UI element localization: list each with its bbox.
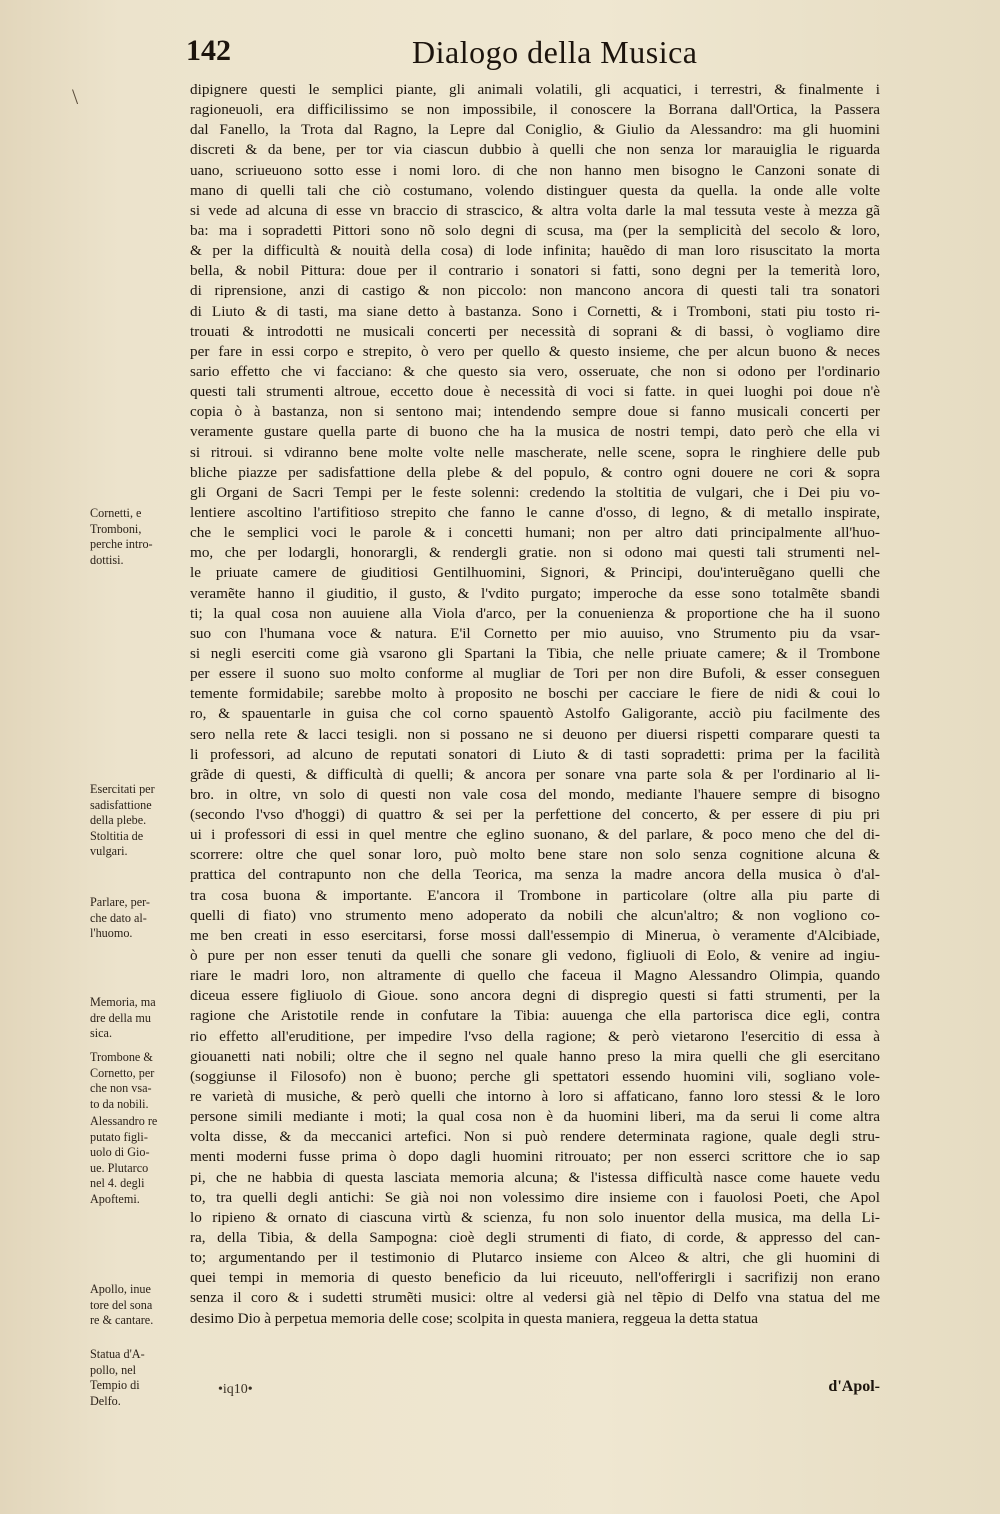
text-line: di Liuto & di tasti, ma siane detto à bastanza. Sono i Cornetti, & i Tromboni, stati piu tosto ri-	[190, 302, 880, 320]
text-line: gli Organi de Sacri Tempi per le feste solenni: credendo la stoltitia de vulgari, che i Dei piu vo-	[190, 483, 880, 501]
margin-note-alessandro	[90, 1114, 182, 1207]
text-line: bella, & nobil Pittura: doue per il contrario i sonatori si fatti, sono degni per la temerità loro,	[190, 262, 880, 280]
text-line: sario effetto che vi facciano: & che questo sia vero, osseruate, che non si odono per l'ordinario	[190, 362, 880, 380]
margin-note-line: to da nobili.	[90, 1096, 149, 1111]
text-line: rio effetto all'eruditione, per impedire l'vso della ragione; & però vietarono l'esercitio di essa à	[190, 1027, 880, 1045]
margin-note-line: dottisi.	[90, 552, 124, 567]
text-line: (soggiunse il Filosofo) non è buono; perche gli spettatori essendo huomini vili, sogliano vole-	[190, 1067, 880, 1085]
margin-note-line: dre della mu	[90, 1010, 151, 1025]
margin-note-line: uolo di Gio-	[90, 1145, 150, 1159]
margin-note-line: Cornetto, per	[90, 1065, 155, 1080]
catchword: d'Apol-	[828, 1378, 880, 1395]
text-line: lentiere ascoltino l'artifitioso strepito che fanno le canne d'osso, di legno, & di metallo inspirate,	[190, 503, 880, 521]
main-text-column	[190, 80, 880, 1329]
text-line: desimo Dio à perpetua memoria delle cose; scolpita in questa maniera, reggeua la detta statua	[190, 1309, 759, 1327]
text-line: li professori, ad alcuno de reputati sonatori di Liuto & di tasti sopradetti: prima per la facilità	[190, 745, 880, 763]
margin-note-line: Stoltitia de	[90, 828, 144, 843]
text-line: questi tali strumenti altroue, eccetto doue è necessità di voci si fatte. in quei luoghi poi doue n'è	[190, 383, 880, 401]
text-line: si vede ad alcuna di esse vn braccio di strascico, & altra volta darle la mal tessuta veste à mezza gã	[190, 201, 880, 219]
margin-note-statua	[90, 1347, 182, 1409]
text-line: quelli di fiato) vno strumento meno adoperato da nobili che alcun'altro; & non vogliono co-	[190, 906, 880, 924]
margin-note-memoria	[90, 995, 182, 1042]
text-line: ra, della Tibia, & della Sampogna: cioè degli strumenti di fiato, di corde, & appresso del can-	[190, 1229, 880, 1247]
text-line: me ben creati in esso esercitarsi, forse mossi dall'essempio di Minerua, ò veramente d'Alcibiade,	[190, 926, 880, 944]
margin-note-line: Tromboni,	[90, 521, 142, 536]
text-line: ro, & spauentarle in guisa che col corno spauentò Astolfo Galigorante, acciò piu facilmente des	[190, 705, 880, 723]
text-line: grãde di questi, & difficultà di quelli; & ancora per sonare vna parte sola & per l'ordinario al li-	[190, 765, 880, 783]
margin-note-line: tore del sona	[90, 1297, 153, 1312]
page-header	[0, 34, 1000, 78]
margin-note-line: Apoftemi.	[90, 1191, 140, 1206]
text-line: menti moderni fusse prima ò dopo dagli huomini ritrouato; per non esserci scrittore che io sap	[190, 1148, 880, 1166]
text-line: si negli eserciti come già vsarono gli Spartani la Tibia, che nelle priuate camere; & il Trombone	[190, 644, 880, 662]
text-line: ragione che Aristotile rende in confutare la Tibia: auuenga che ella partorisca dice egli, contra	[190, 1007, 880, 1025]
text-line: volta disse, & da meccanici artefici. Non si può rendere determinata ragione, quale degli stru-	[190, 1128, 880, 1146]
text-line: veramente gustare quella parte di buono che ha la musica de nostri tempi, dato però che ella vi	[190, 423, 880, 441]
text-line: uano, scriueuono sotto esse i nomi loro. di che non hanno men bisogno le Canzoni sonate di	[190, 161, 880, 179]
text-line: pi, che ne habbia di questa lasciata memoria alcuna; & l'istessa difficultà nasce come hauete vedu	[190, 1168, 880, 1186]
margin-note-line: re & cantare.	[90, 1313, 154, 1327]
text-line: ragioneuoli, era difficilissimo se non impossibile, il conoscere la Borrana dall'Ortica, la Passera	[190, 101, 880, 119]
running-title: Dialogo della Musica	[412, 34, 698, 70]
text-line: & per la difficultà & nouità della cosa) di lode infinita; hauẽdo di man loro risuscitato la morta	[190, 242, 880, 260]
margin-note-cornetti	[90, 506, 182, 568]
text-line: ti; la qual cosa non auuiene alla Viola d'arco, per la conuenienza & proportione che ha il suono	[190, 604, 880, 622]
text-line: dal Fanello, la Trota dal Ragno, la Lepre dal Coniglio, & Giulio da Alessandro: ma gli huomini	[190, 121, 880, 139]
margin-note-line: vulgari.	[90, 844, 128, 858]
text-line: giouanetti nati nobili; oltre che il segno nel quale hanno preso la mira quelli che gli esercitano	[190, 1047, 880, 1065]
text-line: veramẽte hanno il giuditio, il gusto, & l'vdito purgato; imperoche da esse sono totalmẽte sbandi	[190, 584, 880, 602]
margin-note-apollo	[90, 1282, 182, 1329]
text-line: to; argumentando per il testimonio di Plutarco insieme con Alceo & altri, che gli huomini di	[190, 1249, 880, 1267]
margin-note-line: della plebe.	[90, 813, 147, 827]
margin-note-line: nel 4. degli	[90, 1176, 145, 1190]
margin-note-line: sadisfattione	[90, 797, 152, 812]
margin-note-parlare	[90, 895, 182, 942]
text-line: (secondo l'vso d'hoggi) di quattro & sei per la perfettione del concerto, & per essere di piu pri	[190, 806, 880, 824]
text-line: temente formidabile; sarebbe molto à proposito ne boschi per cacciare le fiere de nidi & coui lo	[190, 685, 880, 703]
text-line: diceua essere figliuolo di Gioue. sono ancora degni di dispregio questi si fatti strumenti, per la	[190, 987, 880, 1005]
text-line: le priuate camere de giuditiosi Gentilhuomini, Signori, & Principi, dou'interuẽgano quelli che	[190, 564, 880, 582]
margin-note-line: Parlare, per-	[90, 895, 150, 909]
margin-note-line: Apollo, inue	[90, 1282, 151, 1296]
text-line: senza il coro & i sudetti strumẽti musici: oltre al vedersi già nel tẽpio di Delfo vna statua del me	[190, 1289, 880, 1307]
text-line: discreti & da bene, per tor via ciascun dubbio à quelli che non senza lor marauiglia le riguarda	[190, 141, 880, 159]
text-line: copia ò à bastanza, non si sentono mai; intendendo sempre doue si fanno musicali concerti per	[190, 403, 880, 421]
margin-note-line: Statua d'A-	[90, 1347, 145, 1361]
text-line: re varietà di musiche, & però quelli che intorno à loro si affaticano, fanno loro stessi & le loro	[190, 1088, 880, 1106]
margin-note-line: l'huomo.	[90, 926, 133, 940]
margin-note-line: ue. Plutarco	[90, 1160, 149, 1175]
margin-note-line: Cornetti, e	[90, 506, 142, 520]
text-line: quei tempi in memoria di questo beneficio da lui riceuuto, nell'offerirgli i sacrifizij non erano	[190, 1269, 880, 1287]
margin-note-line: che non vsa-	[90, 1081, 152, 1095]
text-line: tra cosa buona & importante. E'ancora il Trombone in particolare (oltre alla piu parte di	[190, 886, 880, 904]
text-line: to, tra quelli degli antichi: Se già noi non volessimo dire insieme con i fauolosi Poeti, che Apol	[190, 1188, 880, 1206]
margin-note-line: Esercitati per	[90, 782, 155, 796]
margin-note-line: perche intro-	[90, 537, 153, 551]
page-number: 142	[186, 34, 231, 67]
margin-note-line: che dato al-	[90, 910, 147, 925]
text-line: prattica del contrapunto non che della Teorica, ma senza la madre ancora della musica ò d'al-	[190, 866, 880, 884]
text-line: bliche piazze per sadisfattione della plebe & del populo, & contro ogni douere ne cori & sopra	[190, 463, 880, 481]
text-line: persone simili mediante i moti; la qual cosa non è da huomini liberi, ma da serui li come altra	[190, 1108, 880, 1126]
text-line: si ritroui. si vdiranno bene molte volte nelle mascherate, nelle scene, sopra le ringhiere delle pub	[190, 443, 880, 461]
text-line: ò pure per non esser tenuti da quelli che sonare gli vedono, figliuoli di Eolo, & venire ad ingiu-	[190, 947, 880, 965]
margin-note-line: Trombone &	[90, 1050, 153, 1064]
margin-note-line: pollo, nel	[90, 1362, 137, 1377]
text-line: suo con l'humana voce & natura. E'il Cornetto per mio auuiso, vno Strumento piu da vsar-	[190, 624, 880, 642]
text-line: che le semplici voci le parole & i concetti humani; non per altro dati principalmente all'huo-	[190, 524, 880, 542]
text-line: dipignere questi le semplici piante, gli animali volatili, gli acquatici, i terrestri, & finalmente i	[190, 81, 880, 98]
margin-note-line: Alessandro re	[90, 1114, 158, 1128]
text-line: mo, che per lodargli, honorargli, & rendergli gratie. non si odono mai questi tali strumenti nel-	[190, 544, 880, 562]
text-line: ui i professori di essi in quel mentre che eglino suonano, & del parlare, & poco meno che del di-	[190, 826, 880, 844]
stray-ink-mark: \	[72, 84, 79, 109]
text-line: sero nella rete & lacci tesigli. non si possano ne si deuono per diuersi rispetti comparare questi ta	[190, 725, 880, 743]
margin-note-trombone	[90, 1050, 182, 1112]
text-line: bro. in oltre, vn solo di questi non vale cosa del mondo, mediante l'hauere sempre di bisogno	[190, 785, 880, 803]
text-line: ba: ma i sopradetti Pittori sono nõ solo degni di scusa, ma (per la semplicità del secolo & loro,	[190, 221, 880, 239]
margin-note-line: sica.	[90, 1026, 112, 1040]
signature-mark: •iq10•	[218, 1382, 253, 1397]
margin-note-line: putato figli-	[90, 1129, 148, 1144]
text-line: trouati & introdotti ne musicali concerti per necessità di soprani & di bassi, ò vogliamo dire	[190, 322, 880, 340]
margin-note-line: Memoria, ma	[90, 995, 156, 1009]
text-line: per essere il suono suo molto conforme al mugliar de Tori per non dire Bufoli, & esser conseguen	[190, 665, 880, 683]
margin-note-esercitati	[90, 782, 182, 860]
margin-note-line: Tempio di	[90, 1378, 140, 1392]
text-line: lo ripieno & ornato di ciascuna virtù & scienza, fu non solo inuentor della musica, ma della Li-	[190, 1208, 880, 1226]
text-line: di riprensione, anzi di castigo & non piccolo: non mancono ancora di questi tali tra sonatori	[190, 282, 880, 300]
margin-note-line: Delfo.	[90, 1393, 121, 1408]
text-line: scorrere: oltre che quel sonar loro, può molto bene stare non solo senza cognitione alcuna &	[190, 846, 880, 864]
text-line: mano di quelli tali che ciò costumano, volendo distinguer questa da quella. la onde alle volte	[190, 181, 880, 199]
text-line: per fare in essi corpo e strepito, ò vero per quello & questo insieme, che per alcun buono & neces	[190, 342, 880, 360]
text-line: riare le madri loro, non altramente di quello che faceua il Magno Alessandro Olimpia, quando	[190, 967, 880, 985]
